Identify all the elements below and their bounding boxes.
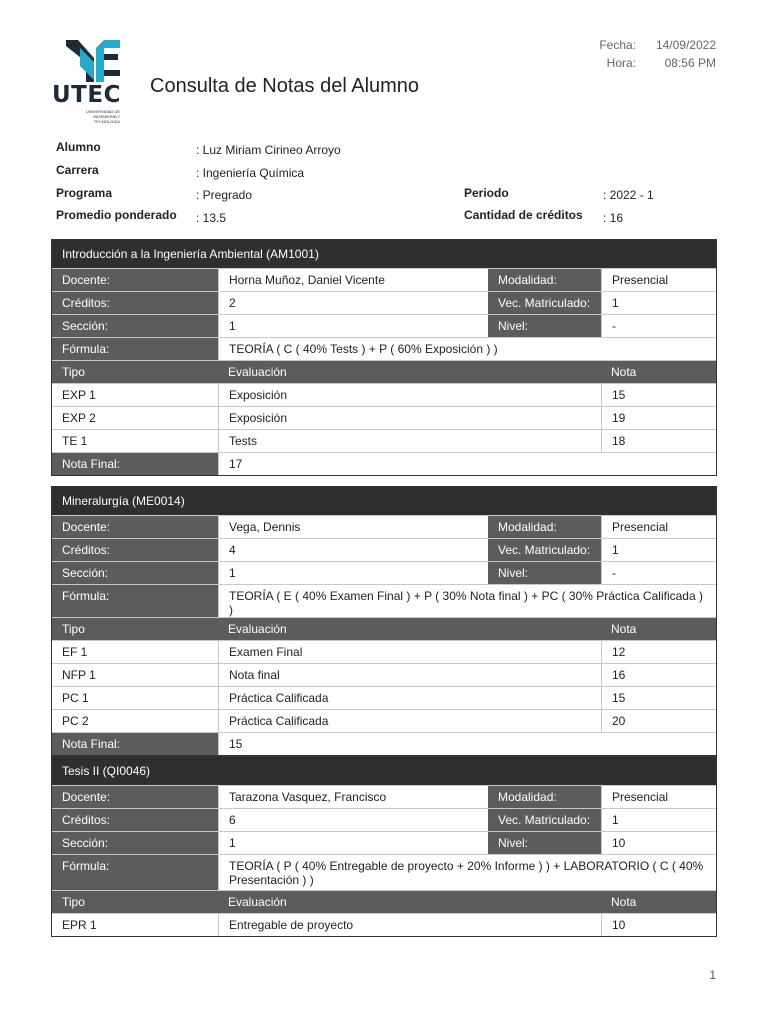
evaluacion-cell: Examen Final bbox=[218, 641, 601, 663]
modalidad-label: Modalidad: bbox=[488, 786, 601, 808]
nota-final-label: Nota Final: bbox=[52, 453, 218, 475]
tipo-cell: NFP 1 bbox=[62, 668, 96, 682]
logo-wordmark: UTEC bbox=[52, 82, 121, 108]
formula-value: TEORÍA ( P ( 40% Entregable de proyecto + 20% Informe ) ) + LABORATORIO ( C ( 40% Presentación ) ) bbox=[218, 855, 716, 890]
nota-final-value: 17 bbox=[218, 453, 716, 475]
nivel-label: Nivel: bbox=[488, 562, 601, 584]
vec-label: Vec. Matriculado: bbox=[488, 292, 601, 314]
vec-label: Vec. Matriculado: bbox=[488, 539, 601, 561]
table-row bbox=[52, 640, 716, 663]
course-block bbox=[51, 756, 717, 937]
nivel-label: Nivel: bbox=[488, 832, 601, 854]
seccion-label: Sección: bbox=[52, 832, 218, 854]
creditos-label: Créditos: bbox=[52, 292, 218, 314]
course-block bbox=[51, 486, 717, 756]
tipo-cell: PC 1 bbox=[62, 691, 89, 705]
page-title: Consulta de Notas del Alumno bbox=[150, 75, 420, 97]
course-block bbox=[51, 239, 717, 476]
vec-value: 1 bbox=[601, 292, 716, 314]
tipo-cell: TE 1 bbox=[62, 434, 88, 448]
vec-label: Vec. Matriculado: bbox=[488, 809, 601, 831]
nota-cell: 15 bbox=[601, 687, 716, 709]
seccion-value: 1 bbox=[218, 832, 488, 854]
utec-logo bbox=[50, 36, 124, 124]
carrera-label: Carrera bbox=[56, 163, 99, 177]
tipo-cell: EF 1 bbox=[62, 645, 88, 659]
table-row bbox=[52, 686, 716, 709]
fecha-label: Fecha: bbox=[599, 38, 636, 52]
evaluacion-cell: Exposición bbox=[218, 407, 601, 429]
vec-value: 1 bbox=[601, 539, 716, 561]
seccion-value: 1 bbox=[218, 562, 488, 584]
formula-label: Fórmula: bbox=[52, 855, 218, 890]
promedio-label: Promedio ponderado bbox=[56, 208, 177, 222]
tipo-cell: EPR 1 bbox=[62, 918, 97, 932]
date-time-box bbox=[576, 36, 716, 72]
programa-label: Programa bbox=[56, 186, 113, 200]
docente-label: Docente: bbox=[52, 786, 218, 808]
course-title: Tesis II (QI0046) bbox=[52, 757, 716, 785]
alumno-value: : Luz Miriam Cirineo Arroyo bbox=[196, 143, 341, 157]
table-row bbox=[52, 709, 716, 732]
tipo-cell: EXP 1 bbox=[62, 388, 96, 402]
creditos-value: 2 bbox=[218, 292, 488, 314]
seccion-value: 1 bbox=[218, 315, 488, 337]
modalidad-label: Modalidad: bbox=[488, 516, 601, 538]
formula-value: TEORÍA ( E ( 40% Examen Final ) + P ( 30% Nota final ) + PC ( 30% Práctica Calificada ) ) bbox=[218, 585, 716, 617]
col-header-nota: Nota bbox=[601, 618, 716, 640]
col-header-nota: Nota bbox=[601, 891, 716, 913]
formula-value: TEORÍA ( C ( 40% Tests ) + P ( 60% Exposición ) ) bbox=[218, 338, 716, 360]
nivel-value: 10 bbox=[601, 832, 716, 854]
seccion-label: Sección: bbox=[52, 562, 218, 584]
creditos-label: Créditos: bbox=[52, 809, 218, 831]
creditos-label: Créditos: bbox=[52, 539, 218, 561]
vec-value: 1 bbox=[601, 809, 716, 831]
seccion-label: Sección: bbox=[52, 315, 218, 337]
alumno-label: Alumno bbox=[56, 140, 101, 154]
col-header-tipo: Tipo bbox=[52, 361, 218, 383]
promedio-value: : 13.5 bbox=[196, 211, 227, 225]
docente-value: Vega, Dennis bbox=[218, 516, 488, 538]
col-header-tipo: Tipo bbox=[52, 891, 218, 913]
nota-cell: 12 bbox=[601, 641, 716, 663]
nivel-label: Nivel: bbox=[488, 315, 601, 337]
hora-label: Hora: bbox=[606, 56, 636, 70]
table-row bbox=[52, 406, 716, 429]
evaluacion-cell: Práctica Calificada bbox=[218, 687, 601, 709]
nivel-value: - bbox=[601, 562, 716, 584]
course-title: Mineralurgía (ME0014) bbox=[52, 487, 716, 515]
utec-logo-mark-icon bbox=[64, 36, 124, 86]
nota-cell: 19 bbox=[601, 407, 716, 429]
creditos-value: 6 bbox=[218, 809, 488, 831]
programa-value: : Pregrado bbox=[196, 188, 253, 202]
nota-cell: 10 bbox=[601, 914, 716, 936]
col-header-evaluacion: Evaluación bbox=[218, 891, 601, 913]
nota-final-value: 15 bbox=[218, 733, 716, 755]
modalidad-value: Presencial bbox=[601, 786, 716, 808]
col-header-evaluacion: Evaluación bbox=[218, 618, 601, 640]
nivel-value: - bbox=[601, 315, 716, 337]
tipo-cell: PC 2 bbox=[62, 714, 89, 728]
creditos-total-label: Cantidad de créditos bbox=[464, 208, 583, 222]
col-header-nota: Nota bbox=[601, 361, 716, 383]
evaluacion-cell: Entregable de proyecto bbox=[218, 914, 601, 936]
modalidad-value: Presencial bbox=[601, 269, 716, 291]
logo-subtext: UNIVERSIDAD DE INGENIERÍA Y TECNOLOGÍA bbox=[85, 109, 120, 124]
docente-label: Docente: bbox=[52, 516, 218, 538]
creditos-value: 4 bbox=[218, 539, 488, 561]
evaluacion-cell: Práctica Calificada bbox=[218, 710, 601, 732]
creditos-total-value: : 16 bbox=[603, 211, 624, 225]
formula-label: Fórmula: bbox=[52, 585, 218, 617]
periodo-value: : 2022 - 1 bbox=[603, 188, 654, 202]
tipo-cell: EXP 2 bbox=[62, 411, 96, 425]
col-header-evaluacion: Evaluación bbox=[218, 361, 601, 383]
nota-cell: 20 bbox=[601, 710, 716, 732]
modalidad-label: Modalidad: bbox=[488, 269, 601, 291]
course-title: Introducción a la Ingeniería Ambiental (AM1001) bbox=[52, 240, 716, 268]
table-row bbox=[52, 383, 716, 406]
docente-label: Docente: bbox=[52, 269, 218, 291]
table-row bbox=[52, 663, 716, 686]
periodo-label: Periodo bbox=[464, 186, 509, 200]
docente-value: Tarazona Vasquez, Francisco bbox=[218, 786, 488, 808]
col-header-tipo: Tipo bbox=[52, 618, 218, 640]
nota-cell: 15 bbox=[601, 384, 716, 406]
modalidad-value: Presencial bbox=[601, 516, 716, 538]
table-row bbox=[52, 429, 716, 452]
carrera-value: : Ingeniería Química bbox=[196, 166, 305, 180]
fecha-value: 14/09/2022 bbox=[655, 38, 716, 52]
nota-cell: 18 bbox=[601, 430, 716, 452]
nota-final-label: Nota Final: bbox=[52, 733, 218, 755]
evaluacion-cell: Nota final bbox=[218, 664, 601, 686]
evaluacion-cell: Exposición bbox=[218, 384, 601, 406]
formula-label: Fórmula: bbox=[52, 338, 218, 360]
table-row bbox=[52, 913, 716, 936]
evaluacion-cell: Tests bbox=[218, 430, 601, 452]
docente-value: Horna Muñoz, Daniel Vicente bbox=[218, 269, 488, 291]
nota-cell: 16 bbox=[601, 664, 716, 686]
hora-value: 08:56 PM bbox=[664, 56, 716, 70]
page-number: 1 bbox=[709, 968, 716, 982]
